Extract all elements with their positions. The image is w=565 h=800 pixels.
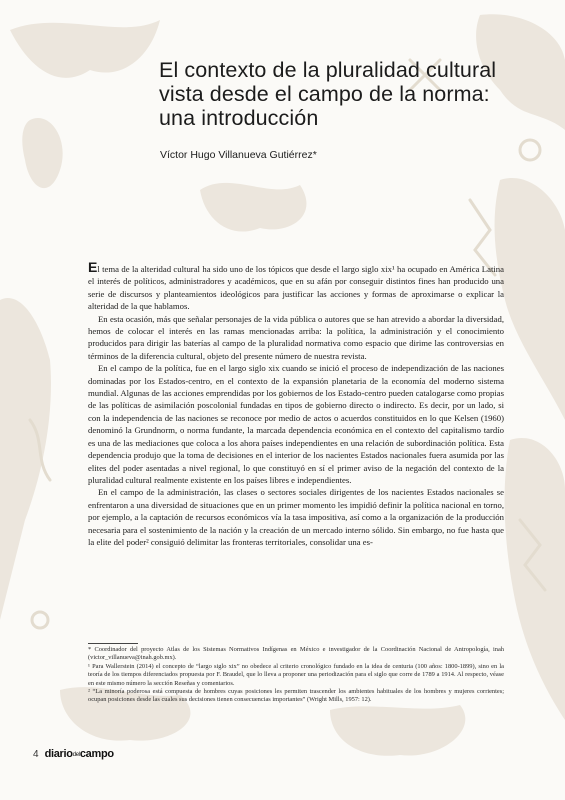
- body-paragraph: En esta ocasión, más que señalar personajes de la vida pública o autores que se han atrevido a abordar la diversidad, hemos de colocar el interés en las ramas mencionadas arriba: la política, la administración y el conocimiento producidos para dirigir las baterías al campo de la pluralidad normativa como espacio que dirime las controversias en términos de la diferencia cultural, objeto del presente número de nuestra revista.: [88, 313, 504, 361]
- body-paragraph: En el campo de la administración, las clases o sectores sociales dirigentes de los nacientes Estados nacionales se enfrentaron a una diversidad de situaciones que en un primer momento les impidió definir la política nacional en torno, por ejemplo, a la captación de recursos económicos vía la tasa impositiva, así como a la organización de la producción necesaria para el sostenimiento de la nación y la creación de un mercado interno sólido. Sin embargo, no fue hasta que la elite del poder² consiguió delimitar las fronteras territoriales, consolidar una es-: [88, 487, 504, 547]
- publication-logo: [45, 748, 114, 760]
- body-paragraph-text: l tema de la alteridad cultural ha sido uno de los tópicos que desde el largo siglo xix¹ ha ocupado en América Latina el interés de políticos, administradores y académicos, que en su afán por conseguir distintos fines han producido una serie de discursos y planteamientos ideológicos para justificar las acciones y formas de aproximarse o explicar la alteridad de la que hablamos.: [88, 264, 504, 312]
- footnote: * Coordinador del proyecto Atlas de los Sistemas Normativos Indígenas en México e investigador de la Coordinación Nacional de Antropología, inah (victor_villanueva@inah.gob.mx).: [88, 646, 504, 662]
- drop-cap: E: [88, 259, 98, 275]
- footnote: ² “La minoría poderosa está compuesta de hombres cuyas posiciones les permiten trascender los ambientes habituales de los hombres y mujeres corrientes; ocupan posiciones desde las cuales sus decisiones tienen consecuencias importantes” (Wright Mills, 1957: 12).: [88, 688, 504, 704]
- page-footer: [33, 748, 114, 760]
- logo-text-right: campo: [79, 748, 114, 760]
- body-paragraph: [88, 259, 504, 313]
- page-number: 4: [33, 749, 39, 760]
- footnote: ¹ Para Wallerstein (2014) el concepto de “largo siglo xix” no obedece al criterio cronológico fundado en la idea de centuria (100 años: 1800-1899), sino en la teoría de los tiempos diferenciados propuesta por F. Braudel, que lo lleva a proponer una periodización para el siglo que corre de 1789 a 1914. Al respecto, véase en este mismo número la sección Reseñas y comentarios.: [88, 662, 504, 687]
- logo-text-left: diario: [44, 748, 73, 760]
- footnotes: [88, 646, 504, 705]
- article-title: El contexto de la pluralidad cultural vista desde el campo de la norma: una introducción: [159, 58, 497, 130]
- article-body: [88, 259, 504, 548]
- body-paragraph: En el campo de la política, fue en el largo siglo xix cuando se inició el proceso de independización de las naciones dominadas por los Estados-centro, en el contexto de la expansión planetaria de la economía del moderno sistema mundial. Algunas de las acciones emprendidas por los gobiernos de los Estado-centro pueden catalogarse como propias de las políticas de asimilación poscolonial fundadas en tipos de gobierno directo o indirecto. Es decir, por un lado, si con la independencia de las naciones se reconoce por medio de actos o acuerdos constituidos en lo que Kelsen (1960) denominó la Grundnorm, o norma fundante, la marcada dependencia económica en el contexto del capitalismo tardío es una de las mediaciones que coloca a los ahora países independientes en una relación de subordinación política. Esta dependencia produjo que la toma de decisiones en el interior de los nacientes Estados nacionales fuera asumida por las elites del poder asentadas a nivel regional, lo que constituyó en sí el primer aviso de la negación del contexto de la pluralidad cultural realmente existente en los países libres e independientes.: [88, 363, 504, 485]
- footnote-divider: [88, 643, 138, 644]
- article-author: Víctor Hugo Villanueva Gutiérrez*: [160, 149, 317, 161]
- logo-text-mid: del: [72, 752, 80, 758]
